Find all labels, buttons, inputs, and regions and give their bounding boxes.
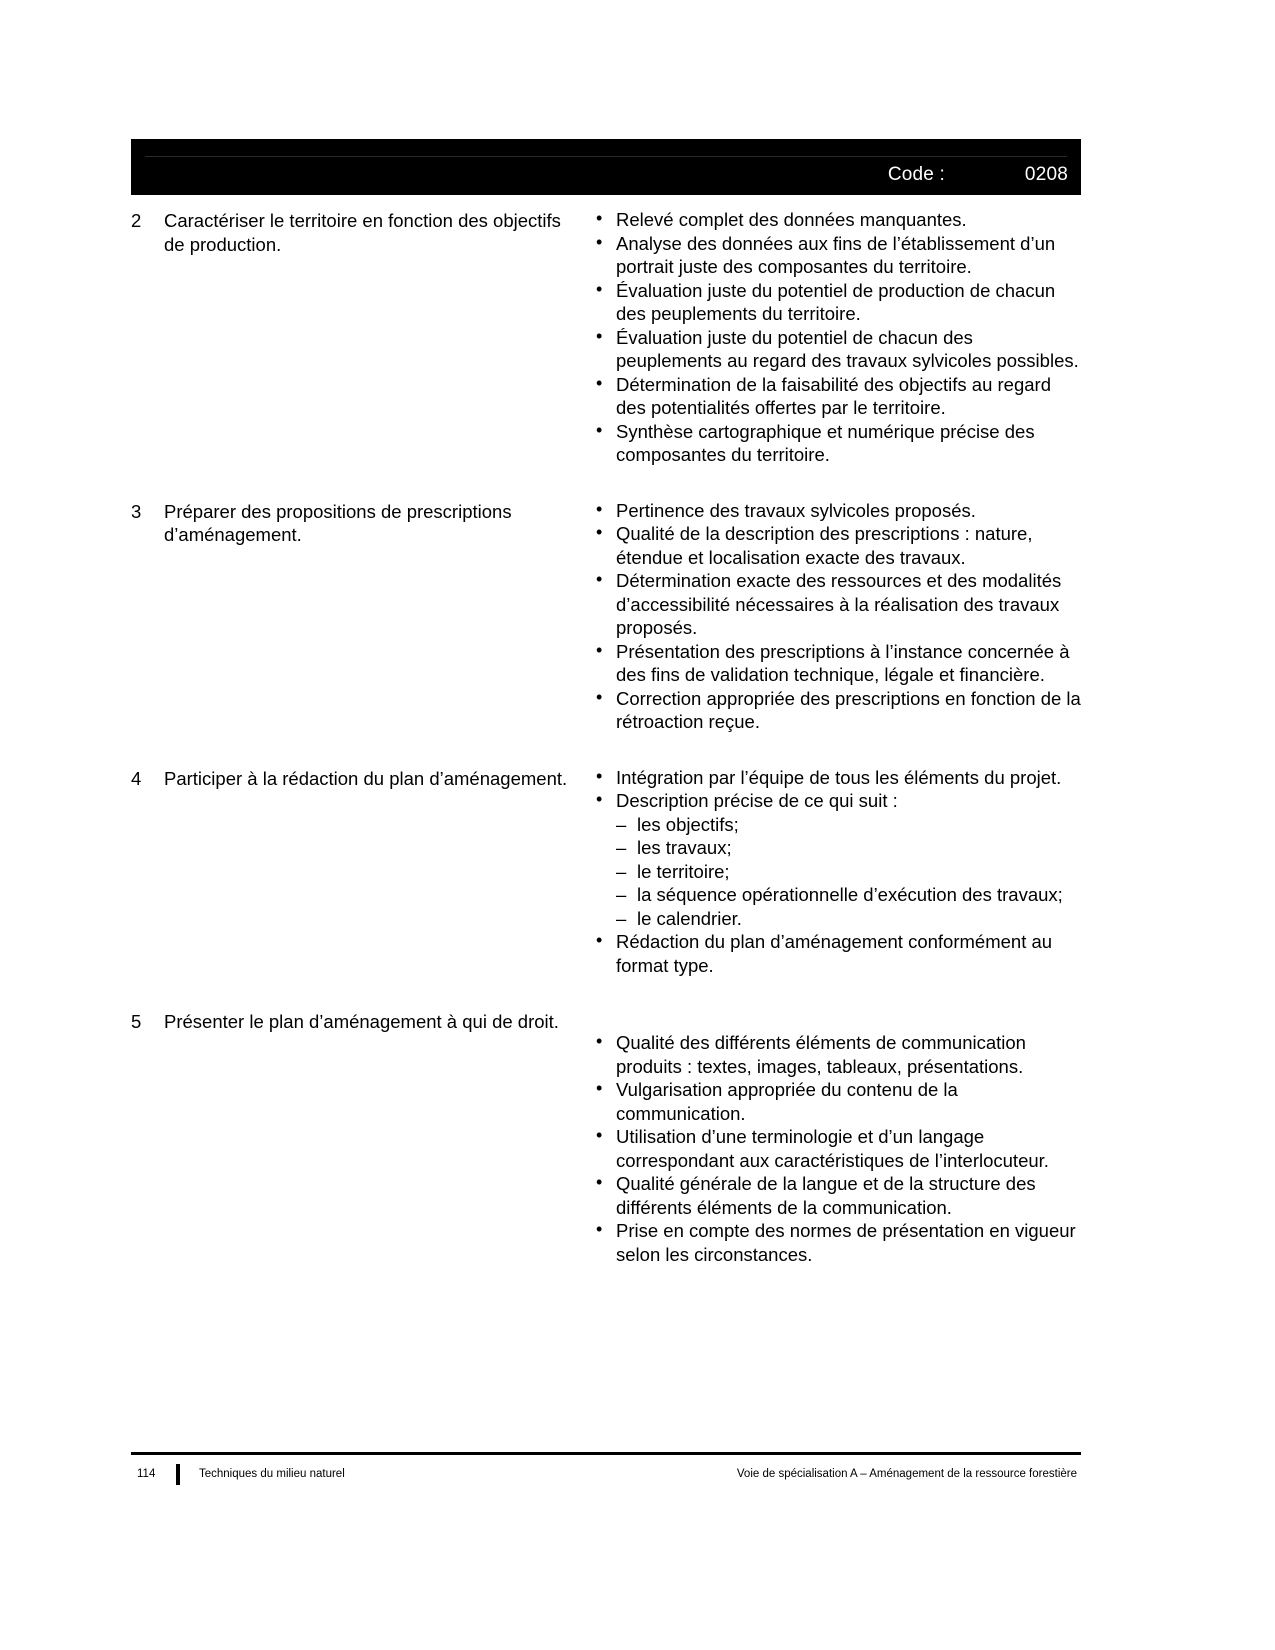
list-item: • Vulgarisation appropriée du contenu de la communication. bbox=[594, 1078, 1081, 1125]
list-item: • Évaluation juste du potentiel de chacun des peuplements au regard des travaux sylvicoles possibles. bbox=[594, 326, 1081, 373]
row-number: 3 bbox=[131, 500, 142, 522]
row-number: 2 bbox=[131, 210, 142, 231]
row-criteria bbox=[594, 766, 1081, 978]
table-row bbox=[131, 766, 1081, 978]
table-row bbox=[131, 1009, 1081, 1266]
list-item: • Utilisation d’une terminologie et d’un langage correspondant aux caractéristiques de l’interlocuteur. bbox=[594, 1125, 1081, 1172]
criteria-list bbox=[594, 499, 1081, 734]
row-task: Caractériser le territoire en fonction des objectifs de production. bbox=[164, 210, 561, 255]
row-criteria bbox=[594, 1009, 1081, 1266]
footer-page-number: 114 bbox=[137, 1468, 156, 1480]
row-number: 4 bbox=[131, 767, 142, 789]
row-number: 5 bbox=[131, 1011, 142, 1032]
page-footer bbox=[131, 1464, 1081, 1488]
list-item: • Détermination exacte des ressources et des modalités d’accessibilité nécessaires à la réalisation des travaux proposés. bbox=[594, 569, 1081, 640]
header-code-label: Code : bbox=[887, 164, 945, 185]
sub-list-item: – les objectifs; bbox=[616, 813, 1081, 837]
footer-specialization: Voie de spécialisation A – Aménagement de la ressource forestière bbox=[736, 1468, 1077, 1480]
list-item: • Qualité des différents éléments de communication produits : textes, images, tableaux, présentations. bbox=[594, 1031, 1081, 1078]
header-divider bbox=[145, 156, 1067, 157]
list-item: • Évaluation juste du potentiel de production de chacun des peuplements du territoire. bbox=[594, 279, 1081, 326]
sub-list-item: – les travaux; bbox=[616, 836, 1081, 860]
sub-list-item: – le territoire; bbox=[616, 860, 1081, 884]
header-code-value: 0208 bbox=[1024, 164, 1068, 185]
list-item: • Qualité générale de la langue et de la structure des différents éléments de la communication. bbox=[594, 1172, 1081, 1219]
list-item: • Analyse des données aux fins de l’établissement d’un portrait juste des composantes du territoire. bbox=[594, 232, 1081, 279]
list-item: • Pertinence des travaux sylvicoles proposés. bbox=[594, 499, 1081, 523]
list-item: • Détermination de la faisabilité des objectifs au regard des potentialités offertes par le territoire. bbox=[594, 373, 1081, 420]
list-item: • Synthèse cartographique et numérique précise des composantes du territoire. bbox=[594, 420, 1081, 467]
row-task: Présenter le plan d’aménagement à qui de droit. bbox=[164, 1011, 559, 1032]
list-item: • Description précise de ce qui suit : bbox=[594, 789, 1081, 813]
sub-list-item: – le calendrier. bbox=[616, 907, 1081, 931]
page-header-bar bbox=[131, 139, 1081, 195]
sub-criteria-list bbox=[594, 813, 1081, 931]
row-task: Préparer des propositions de prescriptions d’aménagement. bbox=[164, 500, 512, 545]
footer-program-name: Techniques du milieu naturel bbox=[199, 1468, 345, 1480]
table-row bbox=[131, 208, 1081, 467]
table-row bbox=[131, 499, 1081, 734]
footer-divider bbox=[131, 1452, 1081, 1455]
row-criteria bbox=[594, 499, 1081, 734]
list-item: • Présentation des prescriptions à l’instance concernée à des fins de validation technique, légale et financière. bbox=[594, 640, 1081, 687]
list-item: • Intégration par l’équipe de tous les éléments du projet. bbox=[594, 766, 1081, 790]
list-item: • Prise en compte des normes de présentation en vigueur selon les circonstances. bbox=[594, 1219, 1081, 1266]
list-item: • Relevé complet des données manquantes. bbox=[594, 208, 1081, 232]
criteria-list bbox=[594, 766, 1081, 813]
list-item: • Correction appropriée des prescriptions en fonction de la rétroaction reçue. bbox=[594, 687, 1081, 734]
list-item: • Rédaction du plan d’aménagement conformément au format type. bbox=[594, 930, 1081, 977]
row-task: Participer à la rédaction du plan d’aménagement. bbox=[164, 767, 568, 789]
sub-list-item: – la séquence opérationnelle d’exécution des travaux; bbox=[616, 883, 1081, 907]
row-criteria bbox=[594, 208, 1081, 467]
list-item: • Qualité de la description des prescriptions : nature, étendue et localisation exacte des travaux. bbox=[594, 522, 1081, 569]
criteria-list bbox=[594, 1031, 1081, 1266]
competency-table bbox=[131, 208, 1081, 1296]
criteria-list-continued bbox=[594, 930, 1081, 977]
footer-separator bbox=[176, 1464, 180, 1485]
criteria-list bbox=[594, 208, 1081, 467]
